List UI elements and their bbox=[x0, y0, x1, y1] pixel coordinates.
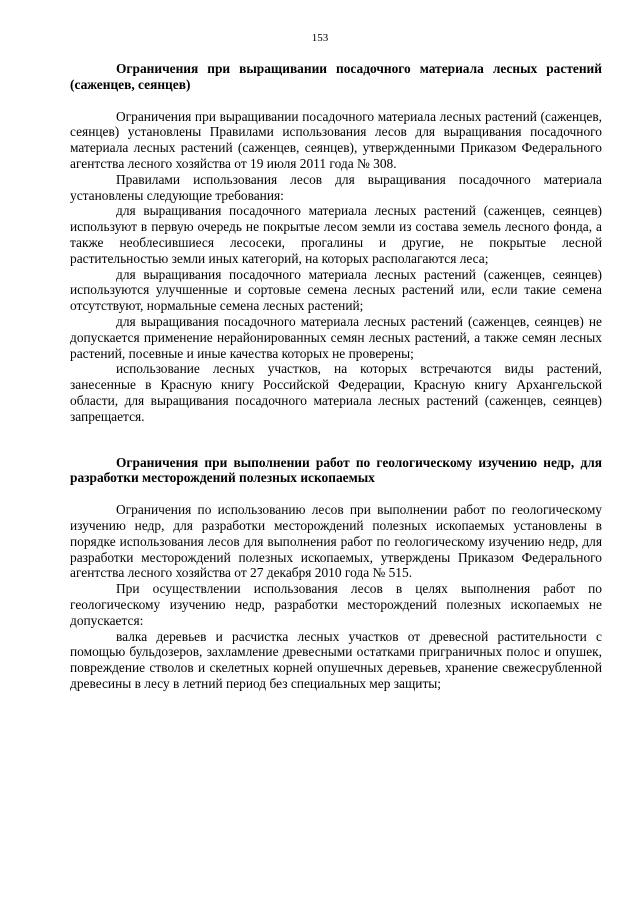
paragraph: Ограничения по использованию лесов при выполнении работ по геологическому изучению недр, для разработки месторождений полезных ископаемых установлены в порядке использования лесов для выполнения работ по геологическому изучению недр, для разработки месторождений полезных ископаемых, утверждены Приказом Федерального агентства лесного хозяйства от 27 декабря 2010 года № 515. bbox=[70, 502, 602, 581]
paragraph: Правилами использования лесов для выращивания посадочного материала установлены следующие требования: bbox=[70, 171, 602, 203]
paragraph: валка деревьев и расчистка лесных участков от древесной растительности с помощью бульдозеров, захламление древесными остатками приграничных полос и опушек, повреждение стволов и скелетных корней опушечных деревьев, хранение свежесрубленной древесины в лесу в летний период без специальных мер защиты; bbox=[70, 628, 602, 691]
paragraph: Ограничения при выращивании посадочного материала лесных растений (саженцев, сеянцев) установлены Правилами использования лесов для выращивания посадочного материала лесных растений (саженцев, сеянцев), утвержденными Приказом Федерального агентства лесного хозяйства от 19 июля 2011 года № 308. bbox=[70, 108, 602, 171]
page-content bbox=[70, 61, 602, 692]
paragraph: для выращивания посадочного материала лесных растений (саженцев, сеянцев) не допускается применение нерайонированных семян лесных растений, а также семян лесных растений, посевные и иные качества которых не проверены; bbox=[70, 313, 602, 361]
paragraph: При осуществлении использования лесов в целях выполнения работ по геологическому изучению недр, разработки месторождений полезных ископаемых не допускается: bbox=[70, 581, 602, 628]
section-heading-seedlings: Ограничения при выращивании посадочного материала лесных растений (саженцев, сеянцев) bbox=[70, 61, 602, 92]
paragraph: использование лесных участков, на которых встречаются виды растений, занесенные в Красную книгу Российской Федерации, Красную книгу Архангельской области, для выращивания посадочного материала лесных растений (саженцев, сеянцев) запрещается. bbox=[70, 361, 602, 424]
paragraph: для выращивания посадочного материала лесных растений (саженцев, сеянцев) используются улучшенные и сортовые семена лесных растений или, если такие семена отсутствуют, нормальные семена лесных растений; bbox=[70, 266, 602, 314]
paragraph: для выращивания посадочного материала лесных растений (саженцев, сеянцев) используют в первую очередь не покрытые лесом земли из состава земель лесного фонда, а также необлесившиеся лесосеки, прогалины и другие, не покрытые лесной растительностью земли иных категорий, на которых располагаются леса; bbox=[70, 203, 602, 266]
section-heading-geology: Ограничения при выполнении работ по геологическому изучению недр, для разработки месторождений полезных ископаемых bbox=[70, 454, 602, 486]
page-number: 153 bbox=[311, 32, 329, 44]
